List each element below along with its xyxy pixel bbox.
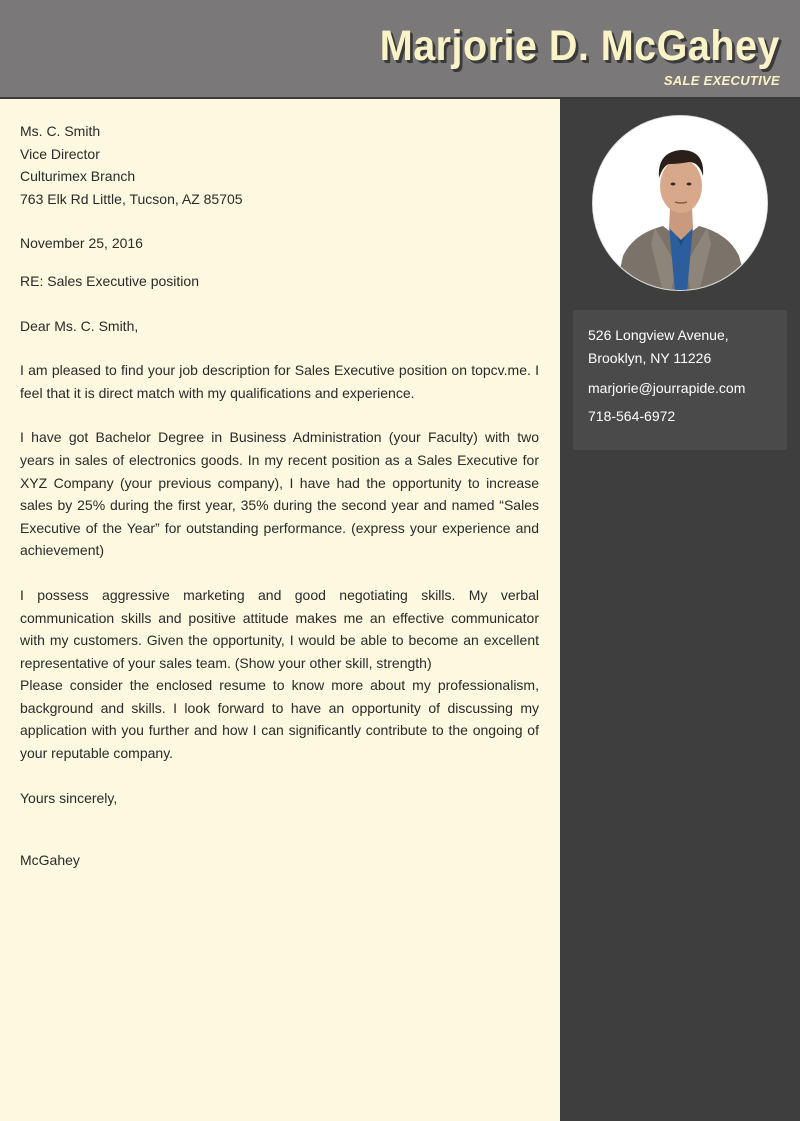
contact-box <box>573 310 787 450</box>
letter-body <box>20 120 539 872</box>
letter-salutation: Dear Ms. C. Smith, <box>20 317 139 334</box>
letter-closing: Yours sincerely, <box>20 789 118 806</box>
recipient-position: Vice Director <box>20 145 100 162</box>
profile-photo <box>592 115 768 291</box>
contact-email[interactable]: marjorie@jourrapide.com <box>588 380 746 396</box>
letter-paragraph-3: I possess aggressive marketing and good negotiating skills. My verbal communication skills and positive attitude makes me an effective communicator with my customers. Given the opportunity, I would be able to become an excellent representative of your sales team. (Show your other skill, strength) <box>20 586 539 671</box>
contact-address-line-1: 526 Longview Avenue, <box>588 327 729 343</box>
letter-paragraph-1: I am pleased to find your job description for Sales Executive position on topcv.me. I feel that it is direct match with my qualifications and experience. <box>20 362 539 401</box>
contact-phone[interactable]: 718-564-6972 <box>588 408 676 424</box>
applicant-name: Marjorie D. McGahey <box>379 22 780 70</box>
recipient-name: Ms. C. Smith <box>20 123 101 139</box>
recipient-company: Culturimex Branch <box>20 168 136 185</box>
sidebar <box>560 99 800 1121</box>
letter-paragraph-2: I have got Bachelor Degree in Business Administration (your Faculty) with two years in sales of electronics goods. In my recent position as a Sales Executive for XYZ Company (your previous company), I have had the opportunity to increase sales by 25% during the first year, 35% during the second year and named “Sales Executive of the Year” for outstanding performance. (express your experience and achievement) <box>20 429 539 559</box>
letter-date: November 25, 2016 <box>20 235 143 252</box>
contact-address-line-2: Brooklyn, NY 11226 <box>588 350 712 366</box>
header-banner <box>0 0 800 99</box>
person-portrait-icon <box>593 116 768 291</box>
letter-signature: McGahey <box>20 852 80 869</box>
letter-subject: RE: Sales Executive position <box>20 272 199 289</box>
recipient-address: 763 Elk Rd Little, Tucson, AZ 85705 <box>20 190 243 207</box>
letter-paragraph-4: Please consider the enclosed resume to know more about my professionalism, background and skills. I look forward to have an opportunity of discussing my application with you further and how I can significantly contribute to the ongoing of your reputable company. <box>20 677 539 762</box>
applicant-title: SALE EXECUTIVE <box>663 73 780 88</box>
